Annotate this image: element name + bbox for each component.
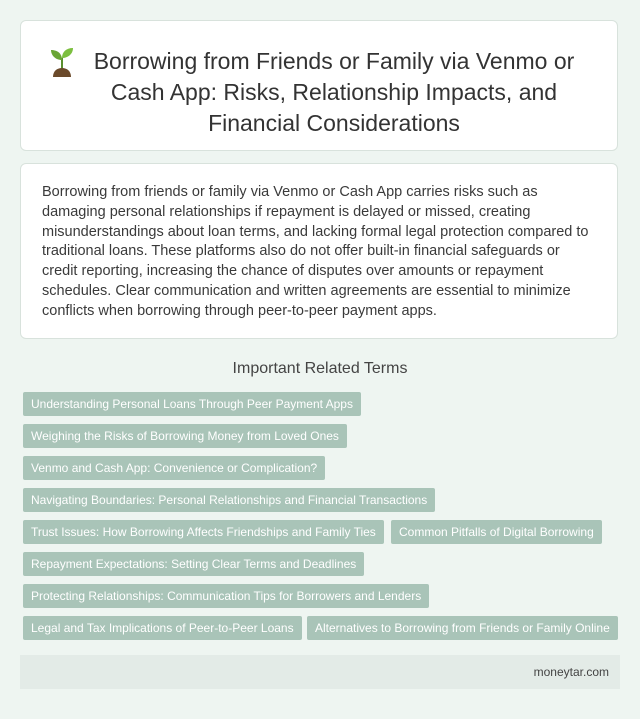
related-term-tag[interactable]: Understanding Personal Loans Through Peer Payment Apps xyxy=(23,392,361,416)
sprout-icon xyxy=(47,43,77,77)
related-term-tag[interactable]: Common Pitfalls of Digital Borrowing xyxy=(391,520,602,544)
footer xyxy=(20,655,620,689)
summary-card xyxy=(20,163,618,339)
related-term-tag[interactable]: Trust Issues: How Borrowing Affects Friendships and Family Ties xyxy=(23,520,384,544)
page-title: Borrowing from Friends or Family via Venmo or Cash App: Risks, Relationship Impacts, and Financial Considerations xyxy=(93,48,575,136)
related-term-tag[interactable]: Alternatives to Borrowing from Friends or Family Online xyxy=(307,616,618,640)
site-name[interactable]: moneytar.com xyxy=(533,665,609,679)
title-card xyxy=(20,20,618,151)
related-terms-heading: Important Related Terms xyxy=(232,360,408,377)
related-term-tag[interactable]: Repayment Expectations: Setting Clear Terms and Deadlines xyxy=(23,552,364,576)
related-term-tag[interactable]: Venmo and Cash App: Convenience or Complication? xyxy=(23,456,325,480)
related-term-tag[interactable]: Weighing the Risks of Borrowing Money from Loved Ones xyxy=(23,424,347,448)
related-term-tag[interactable]: Legal and Tax Implications of Peer-to-Peer Loans xyxy=(23,616,302,640)
summary-text: Borrowing from friends or family via Venmo or Cash App carries risks such as damaging personal relationships if repayment is delayed or missed, creating misunderstandings about loan terms, and lacking formal legal protection compared to traditional loans. These platforms also do not offer built-in financial safeguards or credit reporting, increasing the chance of disputes over amounts or repayment schedules. Clear communication and written agreements are essential to minimize conflicts when borrowing through peer-to-peer payment apps. xyxy=(42,184,589,319)
related-term-tag[interactable]: Navigating Boundaries: Personal Relationships and Financial Transactions xyxy=(23,488,435,512)
related-term-tag[interactable]: Protecting Relationships: Communication Tips for Borrowers and Lenders xyxy=(23,584,429,608)
